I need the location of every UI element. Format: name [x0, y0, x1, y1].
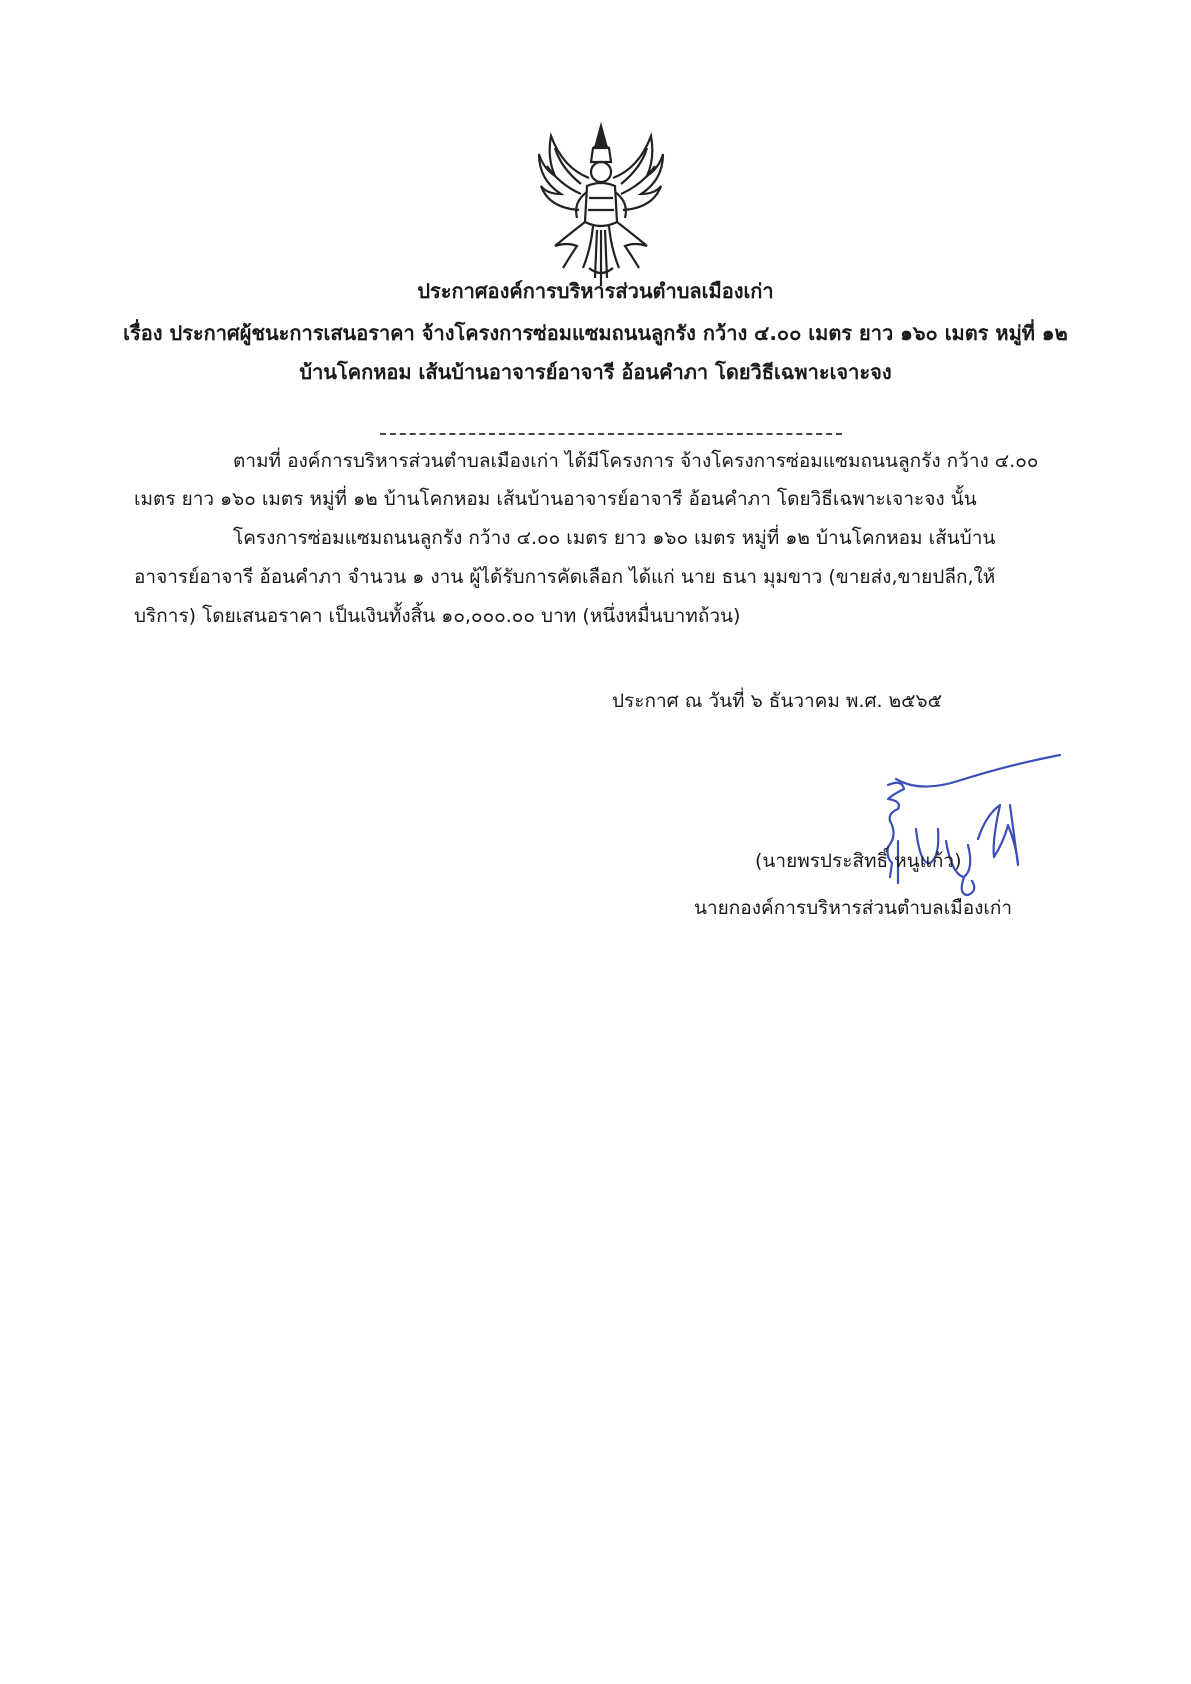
divider — [380, 433, 842, 435]
subject-line-2: บ้านโคกหอม เส้นบ้านอาจารย์อาจารี อ้อนคำภา โดยวิธีเฉพาะเจาะจง — [299, 360, 892, 384]
signer-name: (นายพรประสิทธิ์ หนูแก้ว) — [755, 850, 962, 872]
subject-line-1: เรื่อง ประกาศผู้ชนะการเสนอราคา จ้างโครงการซ่อมแซมถนนลูกรัง กว้าง ๔.๐๐ เมตร ยาว ๑๖๐ เมตร หมู่ที่ ๑๒ — [123, 321, 1068, 345]
announcement-date: ประกาศ ณ วันที่ ๖ ธันวาคม พ.ศ. ๒๕๖๕ — [612, 690, 942, 712]
paragraph-1-line-1: ตามที่ องค์การบริหารส่วนตำบลเมืองเก่า ได้มีโครงการ จ้างโครงการซ่อมแซมถนนลูกรัง กว้าง ๔.๐๐ — [233, 450, 1039, 472]
paragraph-2-line-1: โครงการซ่อมแซมถนนลูกรัง กว้าง ๔.๐๐ เมตร ยาว ๑๖๐ เมตร หมู่ที่ ๑๒ บ้านโคกหอม เส้นบ้าน — [233, 527, 996, 549]
signer-title: นายกองค์การบริหารส่วนตำบลเมืองเก่า — [694, 897, 1013, 919]
organization-title: ประกาศองค์การบริหารส่วนตำบลเมืองเก่า — [417, 279, 774, 303]
paragraph-1-line-2: เมตร ยาว ๑๖๐ เมตร หมู่ที่ ๑๒ บ้านโคกหอม เส้นบ้านอาจารย์อาจารี อ้อนคำภา โดยวิธีเฉพาะเจาะจง นั้น — [134, 488, 977, 510]
handwritten-signature — [868, 745, 1078, 905]
garuda-emblem-icon — [533, 118, 669, 293]
paragraph-2-line-3: บริการ) โดยเสนอราคา เป็นเงินทั้งสิ้น ๑๐,๐๐๐.๐๐ บาท (หนึ่งหมื่นบาทถ้วน) — [134, 605, 741, 627]
paragraph-2-line-2: อาจารย์อาจารี อ้อนคำภา จำนวน ๑ งาน ผู้ได้รับการคัดเลือก ได้แก่ นาย ธนา มุมขาว (ขายส่ง,ขายปลีก,ให้ — [134, 566, 996, 588]
